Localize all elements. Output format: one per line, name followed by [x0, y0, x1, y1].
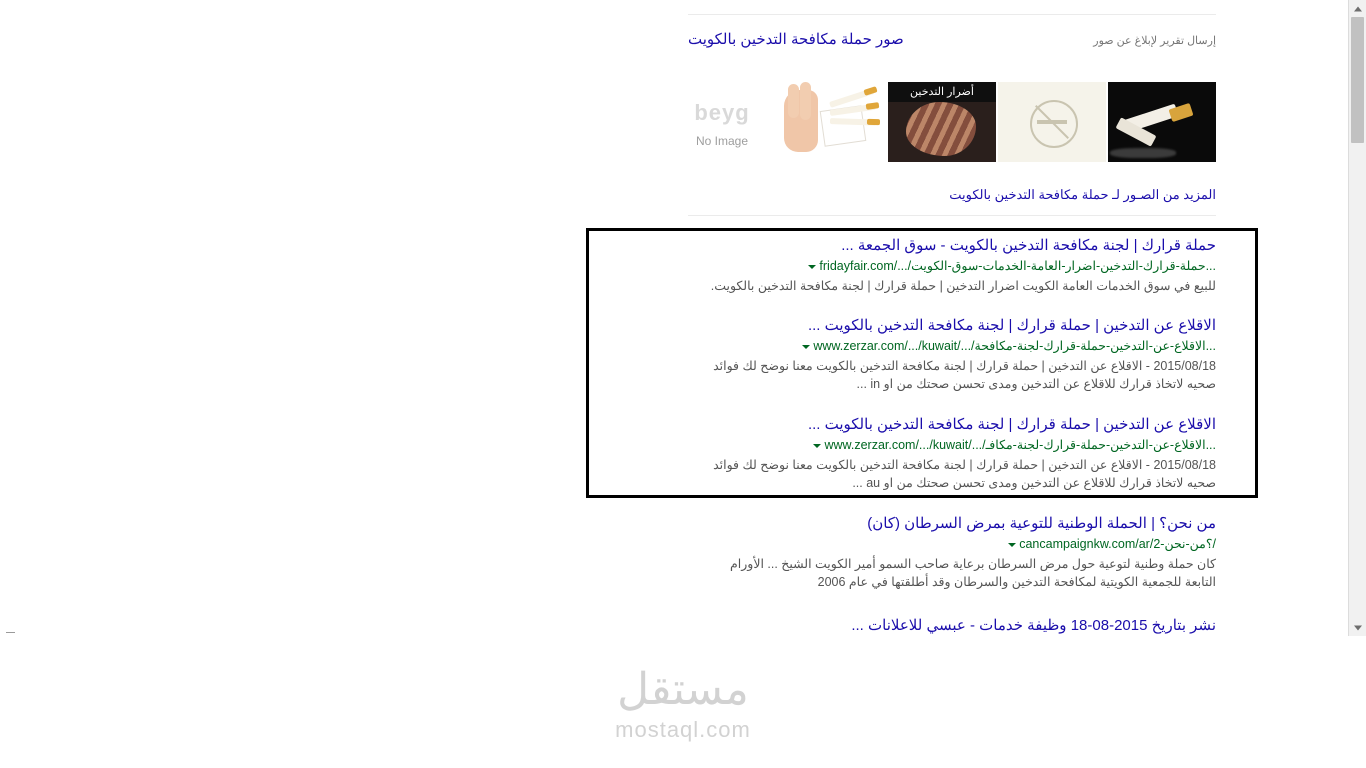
result-snippet-text: - الاقلاع عن التدخين | حملة قرارك | لجنة مكافحة التدخين بالكويت معنا نوضح لك فوائد صحيه لاتخاذ قرارك للاقلاع عن التدخين ومدى تحسن صحتك من او au ...: [713, 458, 1216, 490]
result-url-text: fridayfair.com/.../حملة-قرارك-التدخين-اضرار-العامة-الخدمات-سوق-الكويت...: [819, 259, 1216, 273]
ash-shape: [1110, 148, 1176, 158]
thumb-caption: أضرار التدخين: [888, 82, 996, 102]
no-image-label: No Image: [695, 134, 749, 148]
hand-finger-shape: [788, 84, 799, 118]
chevron-down-icon[interactable]: [802, 345, 810, 349]
scroll-down-icon[interactable]: [1349, 619, 1366, 636]
search-result-item: [696, 236, 1216, 295]
result-url: [696, 258, 1216, 275]
search-result-item: [696, 616, 1216, 638]
cigarette-filter-shape: [867, 119, 880, 125]
result-title-link[interactable]: من نحن؟ | الحملة الوطنية للتوعية بمرض السرطان (كان): [867, 515, 1216, 532]
images-block-title[interactable]: صور حملة مكافحة التدخين بالكويت: [688, 31, 904, 48]
thumb-no-smoking-sign[interactable]: [998, 82, 1106, 162]
search-result-item: [696, 415, 1216, 492]
report-images-link[interactable]: إرسال تقرير لإبلاغ عن صور: [1093, 35, 1216, 47]
result-url: [696, 536, 1216, 553]
result-title-link[interactable]: حملة قرارك | لجنة مكافحة التدخين بالكويت - سوق الجمعة ...: [841, 237, 1216, 254]
scrollbar-thumb[interactable]: [1351, 17, 1364, 143]
mostaql-watermark: [0, 664, 1366, 744]
search-result-item: [696, 514, 1216, 591]
more-images-link[interactable]: المزيد من الصـور لـ حملة مكافحة التدخين بالكويت: [949, 187, 1216, 202]
left-edge-marker: [6, 632, 15, 633]
result-title-link[interactable]: الاقلاع عن التدخين | حملة قرارك | لجنة مكافحة التدخين بالكويت ...: [807, 416, 1216, 433]
result-date: 2015/08/18: [1153, 458, 1216, 472]
result-snippet-text: - الاقلاع عن التدخين | حملة قرارك | لجنة مكافحة التدخين بالكويت معنا نوضح لك فوائد صحيه لاتخاذ قرارك للاقلاع عن التدخين ومدى تحسن صحتك من او in ...: [713, 359, 1216, 391]
divider-images-bottom: [688, 215, 1216, 216]
thumb-crushed-cigarette[interactable]: [1108, 82, 1216, 162]
watermark-latin-text: mostaql.com: [615, 717, 751, 742]
thumb-no-image-placeholder[interactable]: [668, 82, 776, 162]
cigarette-filter-shape: [866, 102, 880, 110]
page-scrollbar[interactable]: [1348, 0, 1366, 636]
divider-top: [688, 14, 1216, 15]
chevron-down-icon[interactable]: [813, 444, 821, 448]
result-title-link[interactable]: نشر بتاريخ 2015-08-18 وظيفة خدمات - عبسي للاعلانات ...: [851, 617, 1216, 634]
result-snippet: كان حملة وطنية لتوعية حول مرض السرطان برعاية صاحب السمو أمير الكويت الشيخ ... الأورام التابعة للجمعية الكويتية لمكافحة التدخين والسرطان وقد أطلقتها في عام 2006: [730, 557, 1216, 589]
chevron-down-icon[interactable]: [1008, 543, 1016, 547]
result-url: [696, 437, 1216, 454]
result-title-link[interactable]: الاقلاع عن التدخين | حملة قرارك | لجنة مكافحة التدخين بالكويت ...: [807, 317, 1216, 334]
watermark-arabic-text: مستقل: [617, 665, 749, 714]
result-snippet: [696, 357, 1216, 393]
lung-illustration-shape: [906, 102, 976, 156]
result-snippet: [696, 456, 1216, 492]
result-url-text: cancampaignkw.com/ar/2-؟من-نحن/: [1019, 537, 1216, 551]
search-result-item: [696, 316, 1216, 393]
no-image-logo: beyg: [694, 100, 750, 125]
thumb-hand-cigarettes[interactable]: [778, 82, 886, 162]
image-thumbnail-strip: [668, 82, 1216, 162]
result-url-text: www.zerzar.com/.../kuwait/.../الاقلاع-عن-التدخين-حملة-قرارك-لجنة-مكافحة...: [813, 339, 1216, 353]
result-url: [696, 338, 1216, 355]
images-block-header: [688, 30, 1216, 48]
chevron-down-icon[interactable]: [808, 265, 816, 269]
hand-finger-shape: [800, 82, 811, 120]
thumb-smoking-harms[interactable]: [888, 82, 996, 162]
result-url-text: www.zerzar.com/.../kuwait/.../الاقلاع-عن-التدخين-حملة-قرارك-لجنة-مكافـ...: [824, 438, 1216, 452]
result-date: 2015/08/18: [1153, 359, 1216, 373]
result-snippet: للبيع في سوق الخدمات العامة الكويت اضرار التدخين | حملة قرارك | لجنة مكافحة التدخين بالكويت.: [710, 279, 1216, 293]
scroll-up-icon[interactable]: [1349, 0, 1366, 17]
